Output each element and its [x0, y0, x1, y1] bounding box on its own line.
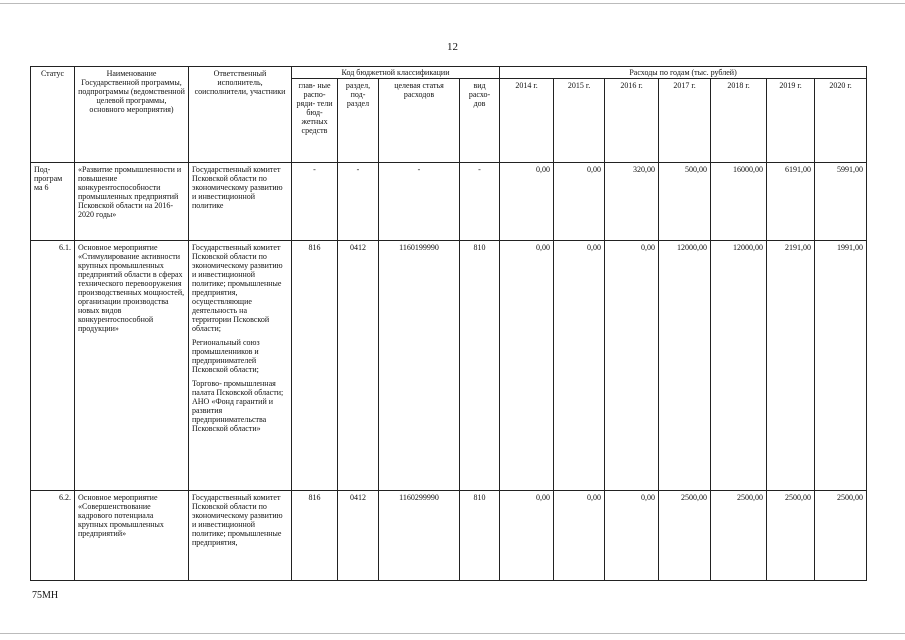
cell-value: 12000,00: [711, 241, 767, 491]
cell-executor: [189, 491, 292, 581]
header-executor: Ответственный исполнитель, соисполнители, участники: [189, 67, 292, 163]
header-year: 2020 г.: [815, 79, 867, 163]
scan-artifact-top: [0, 3, 905, 4]
cell-tselevaya: 1160199990: [379, 241, 460, 491]
cell-executor: [189, 241, 292, 491]
cell-value: 0,00: [554, 491, 605, 581]
header-budget-code: Код бюджетной классификации: [292, 67, 500, 79]
header-year: 2014 г.: [500, 79, 554, 163]
header-expenses: Расходы по годам (тыс. рублей): [500, 67, 867, 79]
executor-paragraph: Государственный комитет Псковской области по экономическому развитию и инвестиционной политике; промышленные предприятия, осуществляющие деятельность на территории Псковской области;: [192, 243, 283, 333]
table-row: [31, 241, 867, 491]
cell-value: 0,00: [500, 491, 554, 581]
cell-value: 320,00: [605, 163, 659, 241]
scan-artifact-bottom: [0, 633, 905, 634]
page-number: 12: [447, 41, 458, 53]
table-row: [31, 491, 867, 581]
cell-vid: 810: [460, 241, 500, 491]
cell-value: 0,00: [605, 491, 659, 581]
cell-vid: -: [460, 163, 500, 241]
cell-value: 0,00: [500, 163, 554, 241]
executor-paragraph: Государственный комитет Псковской области по экономическому развитию и инвестиционной политике: [192, 165, 283, 210]
cell-value: 2500,00: [767, 491, 815, 581]
header-year: 2018 г.: [711, 79, 767, 163]
executor-paragraph: Государственный комитет Псковской области по экономическому развитию и инвестиционной политике; промышленные предприятия,: [192, 493, 283, 547]
header-tselevaya: целевая статья расходов: [379, 79, 460, 163]
cell-value: 0,00: [500, 241, 554, 491]
cell-name: Основное мероприятие «Стимулирование активности крупных промышленных предприятий области в сферах технического перевооружения производственных мощностей, организации производства новых видов конкурентоспособной продукции»: [75, 241, 189, 491]
header-year: 2017 г.: [659, 79, 711, 163]
cell-value: 0,00: [605, 241, 659, 491]
cell-name: «Развитие промышленности и повышение конкурентоспособности промышленных предприятий Псковской области на 2016-2020 годы»: [75, 163, 189, 241]
cell-executor: [189, 163, 292, 241]
header-name: Наименование Государственной программы, подпрограммы (ведомственной целевой программы, основного мероприятия): [75, 67, 189, 163]
cell-razdel: -: [338, 163, 379, 241]
cell-value: 2500,00: [815, 491, 867, 581]
cell-grbs: -: [292, 163, 338, 241]
cell-value: 1991,00: [815, 241, 867, 491]
cell-status: 6.2.: [31, 491, 75, 581]
header-status: Статус: [31, 67, 75, 163]
cell-value: 6191,00: [767, 163, 815, 241]
cell-value: 0,00: [554, 241, 605, 491]
cell-status: 6.1.: [31, 241, 75, 491]
cell-value: 2500,00: [659, 491, 711, 581]
cell-tselevaya: -: [379, 163, 460, 241]
header-glavny: глав- ные распо- ряди- тели бюд- жетных средств: [292, 79, 338, 163]
cell-grbs: 816: [292, 241, 338, 491]
table-row: [31, 163, 867, 241]
cell-value: 500,00: [659, 163, 711, 241]
header-vid: вид расхо- дов: [460, 79, 500, 163]
header-row-1: [31, 67, 867, 79]
header-year: 2015 г.: [554, 79, 605, 163]
header-razdel: раздел, под- раздел: [338, 79, 379, 163]
cell-value: 0,00: [554, 163, 605, 241]
cell-name: Основное мероприятие «Совершенствование кадрового потенциала крупных промышленных предприятий»: [75, 491, 189, 581]
cell-value: 2191,00: [767, 241, 815, 491]
header-year: 2016 г.: [605, 79, 659, 163]
cell-vid: 810: [460, 491, 500, 581]
budget-table: [30, 66, 867, 581]
cell-status: Под- програм ма 6: [31, 163, 75, 241]
executor-paragraph: Торгово- промышленная палата Псковской области; АНО «Фонд гарантий и развития предпринимательства Псковской области»: [192, 379, 284, 433]
cell-value: 16000,00: [711, 163, 767, 241]
cell-razdel: 0412: [338, 241, 379, 491]
cell-razdel: 0412: [338, 491, 379, 581]
executor-paragraph: Региональный союз промышленников и предпринимателей Псковской области;: [192, 338, 260, 374]
cell-value: 2500,00: [711, 491, 767, 581]
header-year: 2019 г.: [767, 79, 815, 163]
cell-value: 12000,00: [659, 241, 711, 491]
cell-grbs: 816: [292, 491, 338, 581]
cell-tselevaya: 1160299990: [379, 491, 460, 581]
cell-value: 5991,00: [815, 163, 867, 241]
document-code: 75МН: [32, 590, 59, 601]
